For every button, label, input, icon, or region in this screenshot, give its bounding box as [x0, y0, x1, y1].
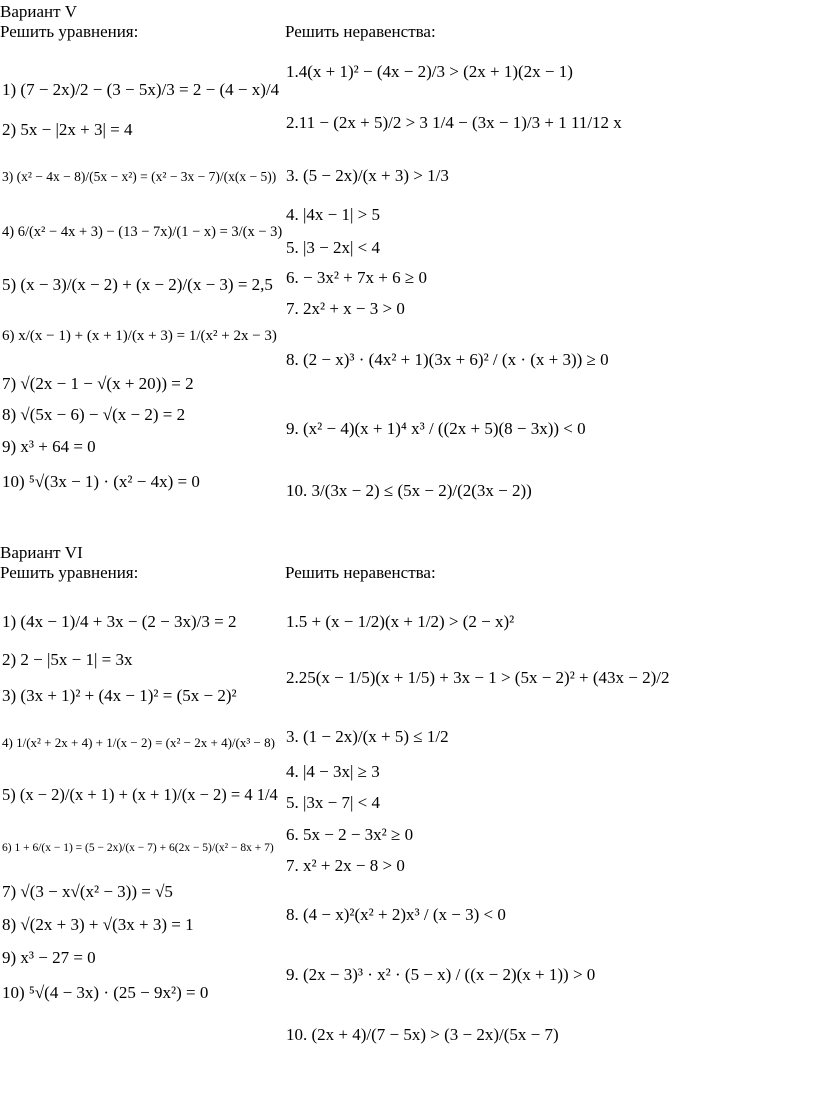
v5-equation-3: 3) (x² − 4x − 8)/(5x − x²) = (x² − 3x − 7)/(x(x − 5)) [2, 169, 277, 184]
variant-6-title: Вариант VI [0, 543, 83, 562]
v6-equation-7: 7) √(3 − x√(x² − 3)) = √5 [2, 882, 173, 901]
v6-inequality-6: 6. 5x − 2 − 3x² ≥ 0 [286, 825, 414, 844]
v6-inequality-4: 4. |4 − 3x| ≥ 3 [286, 762, 380, 781]
v5-inequality-5: 5. |3 − 2x| < 4 [286, 238, 380, 257]
v5-inequality-3: 3. (5 − 2x)/(x + 3) > 1/3 [286, 166, 449, 185]
v5-equation-2: 2) 5x − |2x + 3| = 4 [2, 120, 133, 139]
v6-inequality-8: 8. (4 − x)²(x² + 2)x³ / (x − 3) < 0 [286, 905, 506, 924]
v6-equation-8: 8) √(2x + 3) + √(3x + 3) = 1 [2, 915, 194, 934]
v6-equation-2: 2) 2 − |5x − 1| = 3x [2, 650, 133, 669]
v5-equation-8: 8) √(5x − 6) − √(x − 2) = 2 [2, 405, 186, 424]
v6-inequality-9: 9. (2x − 3)³ · x² · (5 − x) / ((x − 2)(x + 1)) > 0 [286, 965, 596, 984]
v5-inequality-4: 4. |4x − 1| > 5 [286, 205, 380, 224]
variant-6-equations-heading: Решить уравнения: [0, 563, 139, 582]
v5-equation-7: 7) √(2x − 1 − √(x + 20)) = 2 [2, 374, 194, 393]
v6-inequality-2: 2.25(x − 1/5)(x + 1/5) + 3x − 1 > (5x − 2)² + (43x − 2)/2 [286, 668, 670, 687]
v6-equation-10: 10) ⁵√(4 − 3x) · (25 − 9x²) = 0 [2, 983, 209, 1002]
v5-equation-5: 5) (x − 3)/(x − 2) + (x − 2)/(x − 3) = 2,5 [2, 275, 273, 294]
v5-inequality-9: 9. (x² − 4)(x + 1)⁴ x³ / ((2x + 5)(8 − 3x)) < 0 [286, 419, 586, 438]
v5-inequality-6: 6. − 3x² + 7x + 6 ≥ 0 [286, 268, 427, 287]
v5-inequality-8: 8. (2 − x)³ · (4x² + 1)(3x + 6)² / (x · (x + 3)) ≥ 0 [286, 350, 609, 369]
v6-inequality-7: 7. x² + 2x − 8 > 0 [286, 856, 405, 875]
v5-inequality-2: 2.11 − (2x + 5)/2 > 3 1/4 − (3x − 1)/3 + 1 11/12 x [286, 113, 622, 132]
v6-equation-1: 1) (4x − 1)/4 + 3x − (2 − 3x)/3 = 2 [2, 612, 237, 631]
variant-6-inequalities-heading: Решить неравенства: [285, 563, 436, 582]
v5-equation-6: 6) x/(x − 1) + (x + 1)/(x + 3) = 1/(x² + 2x − 3) [2, 328, 277, 344]
v5-equation-1: 1) (7 − 2x)/2 − (3 − 5x)/3 = 2 − (4 − x)/4 [2, 80, 280, 99]
v6-equation-6: 6) 1 + 6/(x − 1) = (5 − 2x)/(x − 7) + 6(2x − 5)/(x² − 8x + 7) [2, 842, 274, 854]
v6-equation-5: 5) (x − 2)/(x + 1) + (x + 1)/(x − 2) = 4 1/4 [2, 785, 278, 804]
v5-equation-4: 4) 6/(x² − 4x + 3) − (13 − 7x)/(1 − x) = 3/(x − 3) [2, 224, 283, 240]
v5-equation-9: 9) x³ + 64 = 0 [2, 437, 96, 456]
v6-inequality-1: 1.5 + (x − 1/2)(x + 1/2) > (2 − x)² [286, 612, 515, 631]
v6-inequality-5: 5. |3x − 7| < 4 [286, 793, 380, 812]
variant-5-title: Вариант V [0, 2, 78, 21]
v5-equation-10: 10) ⁵√(3x − 1) · (x² − 4x) = 0 [2, 472, 200, 491]
v6-equation-4: 4) 1/(x² + 2x + 4) + 1/(x − 2) = (x² − 2x + 4)/(x³ − 8) [2, 735, 275, 750]
v5-inequality-7: 7. 2x² + x − 3 > 0 [286, 299, 405, 318]
v6-equation-9: 9) x³ − 27 = 0 [2, 948, 96, 967]
v5-inequality-10: 10. 3/(3x − 2) ≤ (5x − 2)/(2(3x − 2)) [286, 481, 532, 500]
v6-inequality-3: 3. (1 − 2x)/(x + 5) ≤ 1/2 [286, 727, 449, 746]
v5-inequality-1: 1.4(x + 1)² − (4x − 2)/3 > (2x + 1)(2x − 1) [286, 62, 573, 81]
v6-equation-3: 3) (3x + 1)² + (4x − 1)² = (5x − 2)² [2, 686, 237, 705]
v6-inequality-10: 10. (2x + 4)/(7 − 5x) > (3 − 2x)/(5x − 7) [286, 1025, 559, 1044]
variant-5-inequalities-heading: Решить неравенства: [285, 22, 436, 41]
variant-5-equations-heading: Решить уравнения: [0, 22, 139, 41]
